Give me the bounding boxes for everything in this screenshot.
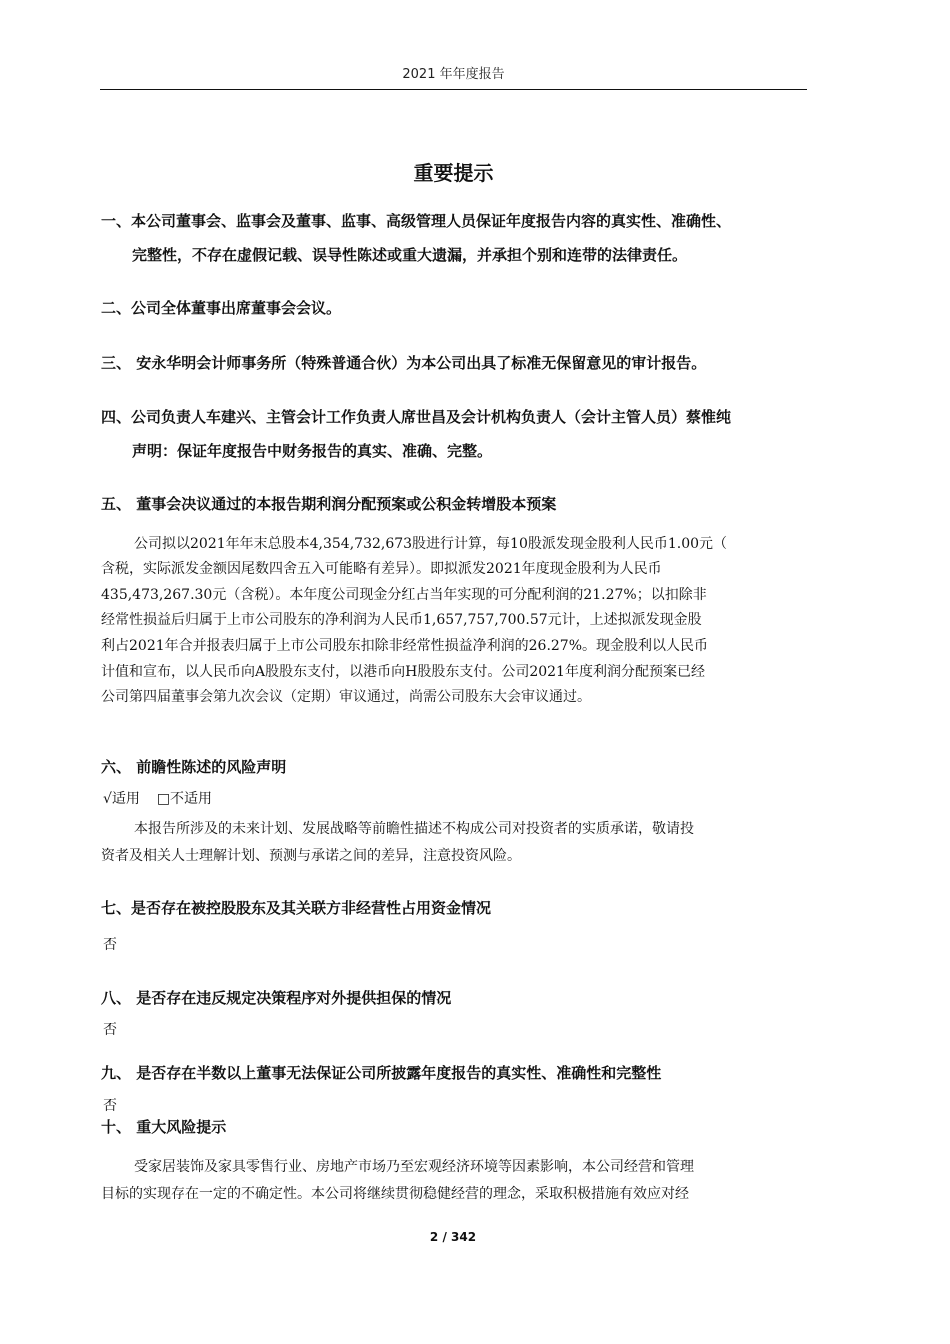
- notice-8-answer: 否: [103, 1022, 117, 1038]
- dividend-paragraph-line: 经常性损益后归属于上市公司股东的净利润为人民币1,657,757,700.57元计，上述拟派发现金股: [101, 612, 702, 628]
- document-title: 重要提示: [413, 161, 494, 185]
- dividend-paragraph-line: 含税，实际派发金额因尾数四舍五入可能略有差异）。即拟派发2021年度现金股利为人民币: [101, 561, 662, 577]
- notice-8-heading: 八、 是否存在违反规定决策程序对外提供担保的情况: [101, 989, 452, 1007]
- notice-7-answer: 否: [103, 937, 117, 953]
- not-applicable-option: □不适用: [156, 791, 213, 807]
- major-risk-line: 受家居装饰及家具零售行业、房地产市场乃至宏观经济环境等因素影响，本公司经营和管理: [134, 1159, 694, 1175]
- dividend-paragraph-line: 公司拟以2021年年末总股本4,354,732,673股进行计算，每10股派发现金股利人民币1.00元（: [134, 536, 728, 552]
- dividend-paragraph-line: 公司第四届董事会第九次会议（定期）审议通过，尚需公司股东大会审议通过。: [101, 689, 591, 705]
- applicable-checked-option: √适用: [103, 791, 140, 807]
- notice-1-line-2: 完整性，不存在虚假记载、误导性陈述或重大遗漏，并承担个别和连带的法律责任。: [132, 246, 688, 264]
- notice-3: 三、 安永华明会计师事务所（特殊普通合伙）为本公司出具了标准无保留意见的审计报告。: [101, 354, 707, 372]
- major-risk-line: 目标的实现存在一定的不确定性。本公司将继续贯彻稳健经营的理念，采取积极措施有效应对经: [101, 1186, 689, 1202]
- notice-9-heading: 九、 是否存在半数以上董事无法保证公司所披露年度报告的真实性、准确性和完整性: [101, 1064, 662, 1082]
- notice-6-heading: 六、 前瞻性陈述的风险声明: [101, 758, 287, 776]
- notice-5-heading: 五、 董事会决议通过的本报告期利润分配预案或公积金转增股本预案: [101, 495, 557, 513]
- risk-statement-line: 本报告所涉及的未来计划、发展战略等前瞻性描述不构成公司对投资者的实质承诺，敬请投: [134, 821, 694, 837]
- applicability-checkbox: [103, 786, 212, 812]
- dividend-paragraph-line: 435,473,267.30元（含税）。本年度公司现金分红占当年实现的可分配利润的21.27%；以扣除非: [101, 587, 707, 603]
- notice-4-line-1: 四、公司负责人车建兴、主管会计工作负责人席世昌及会计机构负责人（会计主管人员）蔡惟纯: [101, 408, 732, 426]
- dividend-paragraph-line: 利占2021年合并报表归属于上市公司股东扣除非经常性损益净利润的26.27%。现金股利以人民币: [101, 638, 709, 654]
- notice-4-line-2: 声明：保证年度报告中财务报告的真实、准确、完整。: [132, 442, 493, 460]
- notice-1-line-1: 一、本公司董事会、监事会及董事、监事、高级管理人员保证年度报告内容的真实性、准确性、: [101, 212, 732, 230]
- notice-10-heading: 十、 重大风险提示: [101, 1118, 227, 1136]
- header-divider: [100, 89, 807, 90]
- page-number: 2 / 342: [429, 1230, 477, 1244]
- risk-statement-line: 资者及相关人士理解计划、预测与承诺之间的差异，注意投资风险。: [101, 848, 521, 864]
- notice-2: 二、公司全体董事出席董事会会议。: [101, 299, 342, 317]
- notice-9-answer: 否: [103, 1098, 117, 1114]
- notice-7-heading: 七、是否存在被控股股东及其关联方非经营性占用资金情况: [101, 899, 492, 917]
- dividend-paragraph-line: 计值和宣布，以人民币向A股股东支付，以港币向H股股东支付。公司2021年度利润分配预案已经: [101, 664, 705, 680]
- page-header: 2021 年年度报告: [402, 67, 505, 82]
